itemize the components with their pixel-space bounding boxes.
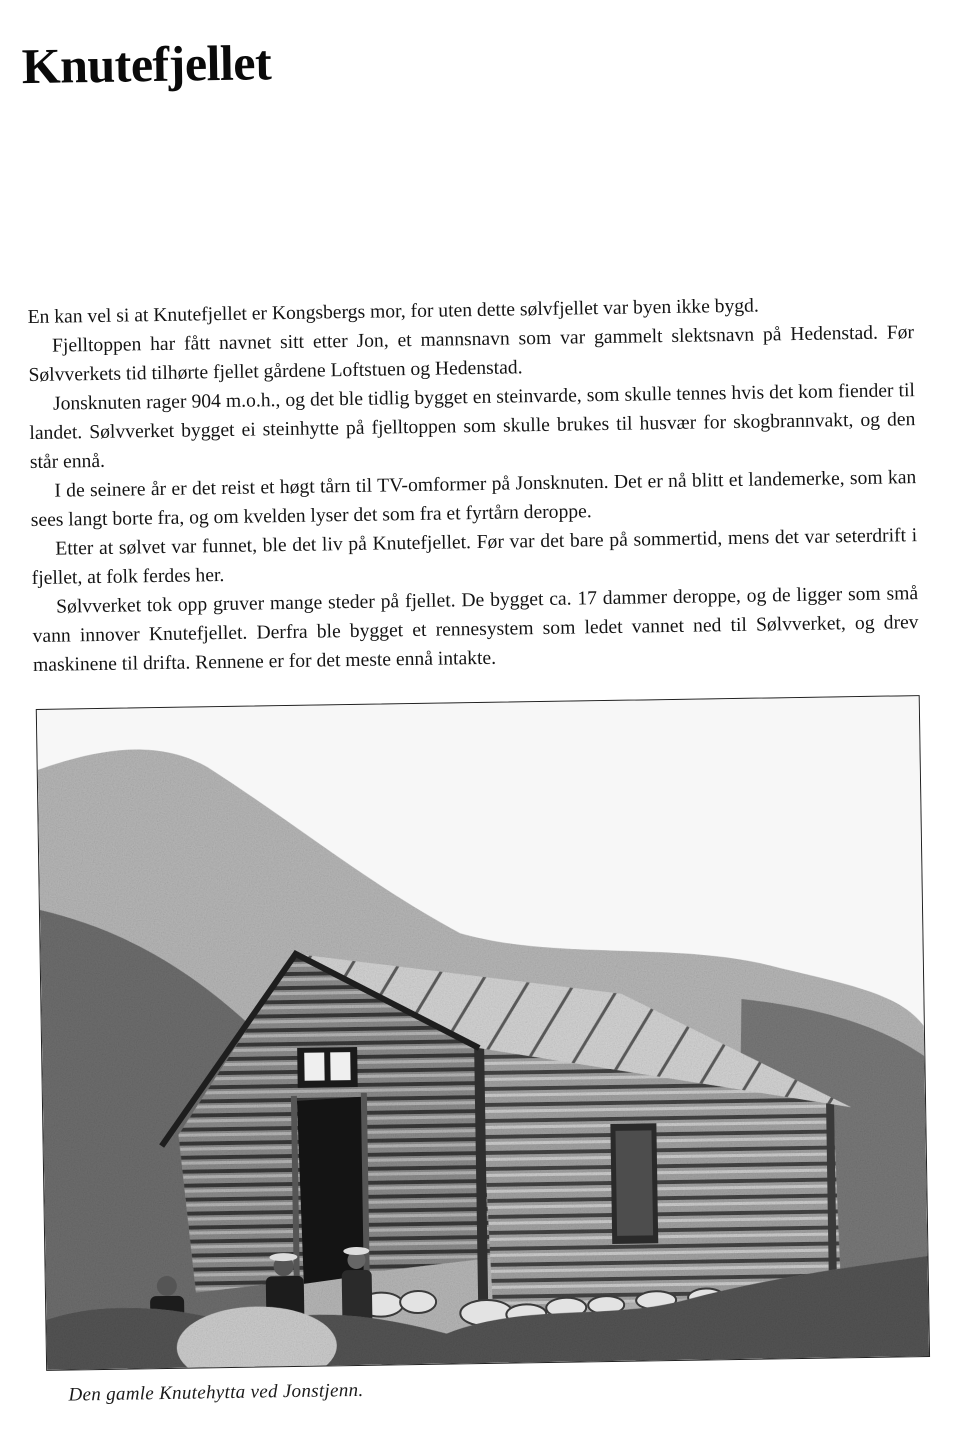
article-body [27,289,919,680]
paragraph: Etter at sølvet var funnet, ble det liv på Knutefjellet. Før var det bare på sommertid, mens det var seterdrift i fjellet, at folk ferdes her. [31,525,918,590]
paragraph: I de seinere år er det reist et høgt tårn til TV-omformer på Jonsknuten. Det er nå blitt et landemerke, som kan sees langt borte fra, og om kvelden lyser det som fra et fyrtårn deroppe. [30,467,917,532]
cabin-illustration [37,696,929,1370]
photo-caption: Den gamle Knutehytta ved Jonstjenn. [68,1379,364,1406]
paragraph: Fjelltoppen har fått navnet sitt etter Jon, et mannsnavn som var gammelt slektsnavn på Hedenstad. Før Sølvverkets tid tilhørte fjellet gårdene Loftstuen og Hedenstad. [28,322,915,387]
cabin-photograph [36,695,930,1371]
paragraph: Jonsknuten rager 904 m.o.h., og det ble tidlig bygget en steinvarde, som skulle tennes hvis det kom fiender til landet. Sølvverket bygget ei steinhytte på fjelltoppen som skulle brukes til husvær for skogbrannvakt, og den står ennå. [29,380,916,474]
paragraph: En kan vel si at Knutefjellet er Kongsbergs mor, for uten dette sølvfjellet var byen ikke bygd. [27,295,759,329]
paragraph: Sølvverket tok opp gruver mange steder på fjellet. De bygget ca. 17 dammer deroppe, og de ligger som små vann innover Knutefjellet. Derfra ble bygget et rennesystem som ledet vannet ned til Sølvverket, og drev maskinene til drifta. Rennene er for det meste ennå intakte. [32,583,919,677]
page-title: Knutefjellet [21,34,272,95]
